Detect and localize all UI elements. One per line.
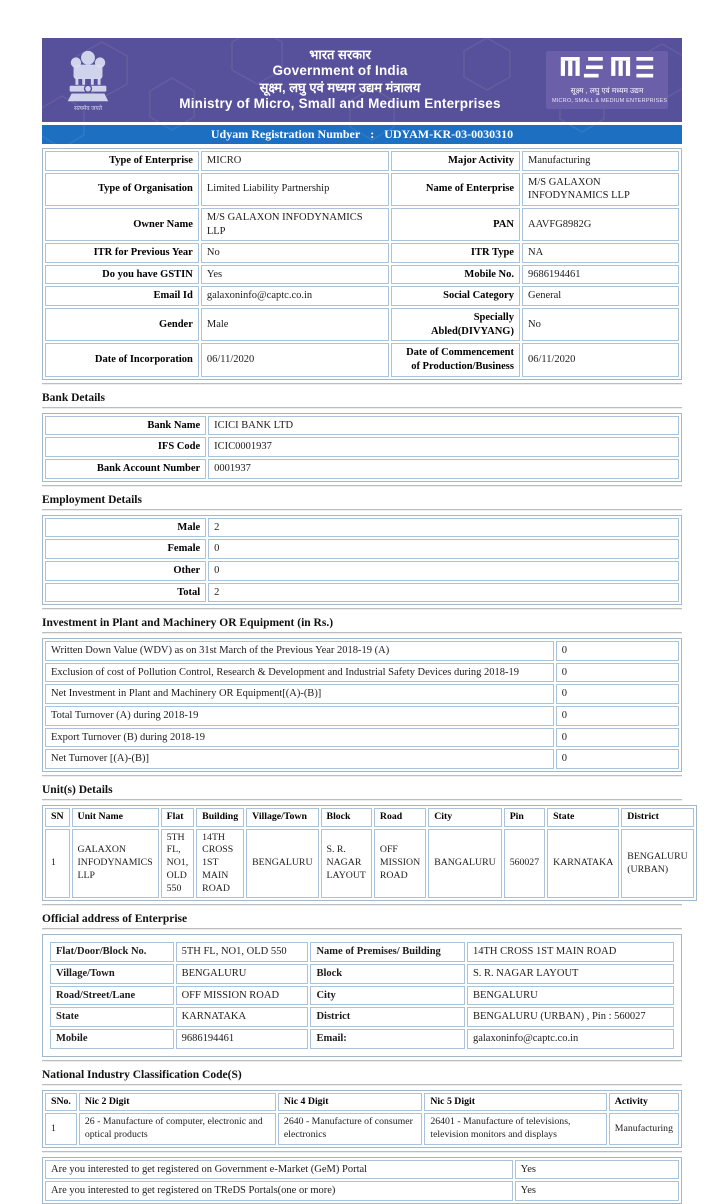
registration-number-label: Udyam Registration Number [210, 127, 361, 141]
units-details-table [42, 805, 697, 901]
official-address-box [42, 934, 682, 1056]
table-row: Total 2 [45, 583, 679, 603]
units-details-heading: Unit(s) Details [42, 784, 113, 797]
msme-logo [546, 51, 668, 109]
section-divider [42, 632, 682, 634]
nic-codes-heading: National Industry Classification Code(S) [42, 1068, 242, 1081]
table-row: Owner Name M/S GALAXON INFODYNAMICS LLP PAN AAVFG8982G [45, 208, 679, 241]
enterprise-details-table [42, 148, 682, 380]
gov-of-india-hindi: भारत सरकार [309, 46, 371, 62]
table-row: Net Turnover [(A)-(B)] 0 [45, 749, 679, 769]
gov-of-india-english: Government of India [272, 63, 408, 79]
section-divider [42, 928, 682, 930]
table-row: Bank Name ICICI BANK LTD [45, 416, 679, 436]
table-row: Exclusion of cost of Pollution Control, Research & Development and Industrial Safety Devices during 2018-19 0 [45, 663, 679, 683]
section-divider [42, 775, 682, 777]
bank-details-heading: Bank Details [42, 391, 105, 404]
table-header-row: SN Unit Name Flat Building Village/Town Block Road City Pin State District [45, 808, 694, 827]
registration-number-value: UDYAM-KR-03-0030310 [384, 127, 514, 141]
udyam-registration-certificate [0, 38, 724, 1197]
section-divider [42, 1084, 682, 1086]
gov-header-banner [42, 38, 682, 122]
table-header-row: SNo. Nic 2 Digit Nic 4 Digit Nic 5 Digit Activity [45, 1093, 679, 1112]
section-divider [42, 509, 682, 511]
table-row: Net Investment in Plant and Machinery OR Equipment[(A)-(B)] 0 [45, 684, 679, 704]
registration-number-separator: : [370, 127, 375, 141]
table-row: Male 2 [45, 518, 679, 538]
table-row: Export Turnover (B) during 2018-19 0 [45, 728, 679, 748]
table-row: Other 0 [45, 561, 679, 581]
msme-logo-icon [557, 57, 657, 78]
table-row: Email Id galaxoninfo@captc.co.in Social Category General [45, 286, 679, 306]
table-row: Written Down Value (WDV) as on 31st March of the Previous Year 2018-19 (A) 0 [45, 641, 679, 661]
india-emblem-icon [42, 46, 134, 114]
ministry-english: Ministry of Micro, Small and Medium Enterprises [179, 96, 501, 112]
section-divider [42, 407, 682, 409]
official-address-table [48, 940, 676, 1050]
registration-questions-table [42, 1157, 682, 1204]
table-row: Bank Account Number 0001937 [45, 459, 679, 479]
section-divider [42, 485, 682, 487]
table-row: Type of Organisation Limited Liability Partnership Name of Enterprise M/S GALAXON INFODYNAMICS LLP [45, 173, 679, 206]
section-divider [42, 383, 682, 385]
table-row: ITR for Previous Year No ITR Type NA [45, 243, 679, 263]
table-row: Female 0 [45, 539, 679, 559]
table-row: Are you interested to get registered on Government e-Market (GeM) Portal Yes [45, 1160, 679, 1180]
msme-tagline-hindi: सूक्ष्म , लघु एवं मध्यम उद्यम [570, 86, 644, 95]
employment-details-table [42, 515, 682, 606]
table-row: State KARNATAKA District BENGALURU (URBAN) , Pin : 560027 [50, 1007, 674, 1027]
ministry-hindi: सूक्ष्म, लघु एवं मध्यम उद्यम मंत्रालय [259, 80, 421, 95]
investment-heading: Investment in Plant and Machinery OR Equipment (in Rs.) [42, 617, 334, 630]
section-divider [42, 608, 682, 610]
bank-details-table [42, 413, 682, 482]
official-address-heading: Official address of Enterprise [42, 913, 188, 926]
investment-table [42, 638, 682, 772]
section-divider [42, 799, 682, 801]
table-row: Flat/Door/Block No. 5TH FL, NO1, OLD 550 Name of Premises/ Building 14TH CROSS 1ST MAIN ROAD [50, 942, 674, 962]
section-divider [42, 904, 682, 906]
table-row: Do you have GSTIN Yes Mobile No. 9686194461 [45, 265, 679, 285]
table-row: Total Turnover (A) during 2018-19 0 [45, 706, 679, 726]
table-row: Road/Street/Lane OFF MISSION ROAD City BENGALURU [50, 986, 674, 1006]
ministry-title-block [134, 47, 546, 113]
section-divider [42, 1151, 682, 1153]
table-row: Are you interested to get registered on TReDS Portals(one or more) Yes [45, 1181, 679, 1201]
table-row: Type of Enterprise MICRO Major Activity Manufacturing [45, 151, 679, 171]
table-row: IFS Code ICIC0001937 [45, 437, 679, 457]
section-divider [42, 1060, 682, 1062]
table-row: 1 GALAXON INFODYNAMICS LLP 5TH FL, NO1, OLD 550 14TH CROSS 1ST MAIN ROAD BENGALURU S. R. NAGAR LAYOUT OFF MISSION ROAD BANGALURU 560027 KARNATAKA BENGALURU (URBAN) [45, 829, 694, 899]
employment-details-heading: Employment Details [42, 493, 142, 506]
table-row: Date of Incorporation 06/11/2020 Date of Commencement of Production/Business 06/11/2020 [45, 343, 679, 376]
table-row: Village/Town BENGALURU Block S. R. NAGAR LAYOUT [50, 964, 674, 984]
table-row: Mobile 9686194461 Email: galaxoninfo@captc.co.in [50, 1029, 674, 1049]
nic-codes-table [42, 1090, 682, 1148]
msme-tagline-english: MICRO, SMALL & MEDIUM ENTERPRISES [552, 98, 668, 104]
table-row: Gender Male Specially Abled(DIVYANG) No [45, 308, 679, 341]
table-row: 1 26 - Manufacture of computer, electronic and optical products 2640 - Manufacture of consumer electronics 26401 - Manufacture of televisions, television monitors and displays Manufacturing [45, 1113, 679, 1144]
emblem-caption: सत्यमेव जयते [73, 105, 103, 112]
